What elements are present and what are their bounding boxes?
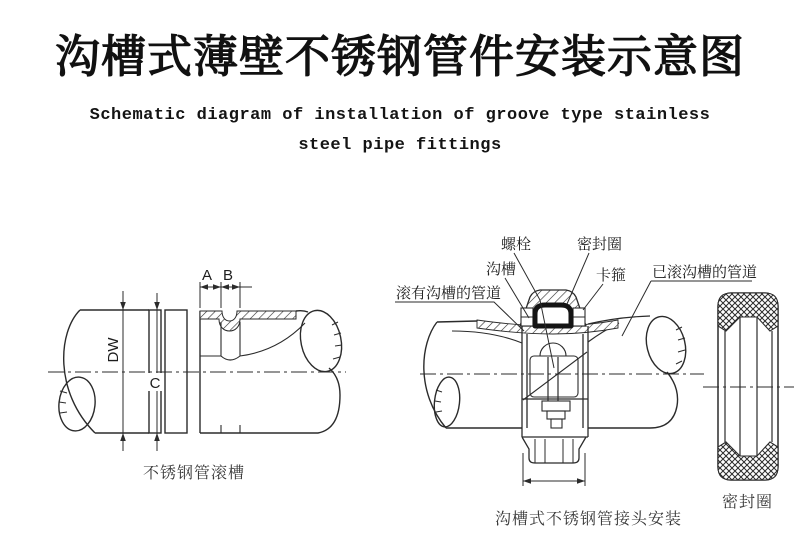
label-groove: 沟槽 — [486, 261, 517, 278]
seal-top-flange — [718, 293, 778, 331]
groove-rolling-diagram — [48, 267, 347, 482]
left-pipe — [424, 321, 522, 428]
coupling-width-dimension — [523, 453, 585, 486]
seal-bottom-flange — [718, 442, 778, 480]
seal-ring-section — [535, 305, 571, 326]
subtitle-line-1: Schematic diagram of installation of groove type stainless — [89, 106, 711, 125]
dimension-dw-c — [105, 291, 164, 451]
label-pipe-grooved: 已滚沟槽的管道 — [652, 264, 758, 281]
seal-diagram-caption: 密封圈 — [722, 494, 774, 511]
dim-label-dw: DW — [105, 337, 122, 363]
joint-diagram — [395, 236, 757, 528]
dim-label-a: A — [201, 267, 213, 284]
dim-label-b: B — [222, 267, 234, 284]
label-bolt: 螺栓 — [501, 236, 532, 253]
coupling-body — [522, 326, 588, 463]
subtitle-line-2: steel pipe fittings — [298, 136, 502, 155]
label-seal-ring: 密封圈 — [577, 236, 623, 253]
dim-label-c: C — [149, 375, 161, 392]
bolt-nut — [542, 401, 570, 428]
dimension-arrows — [200, 284, 240, 290]
housing-bottom — [522, 437, 586, 463]
pipe-section-view — [200, 307, 347, 433]
dimension-a-b — [200, 267, 252, 308]
joint-diagram-caption: 沟槽式不锈钢管接头安装 — [495, 511, 683, 528]
page-title: 沟槽式薄壁不锈钢管件安装示意图 — [54, 31, 745, 82]
label-clamp: 卡箍 — [596, 267, 627, 284]
label-pipe-with-groove: 滚有沟槽的管道 — [396, 285, 502, 302]
groove-diagram-caption: 不锈钢管滚槽 — [143, 465, 246, 482]
seal-ring-diagram — [703, 293, 794, 511]
